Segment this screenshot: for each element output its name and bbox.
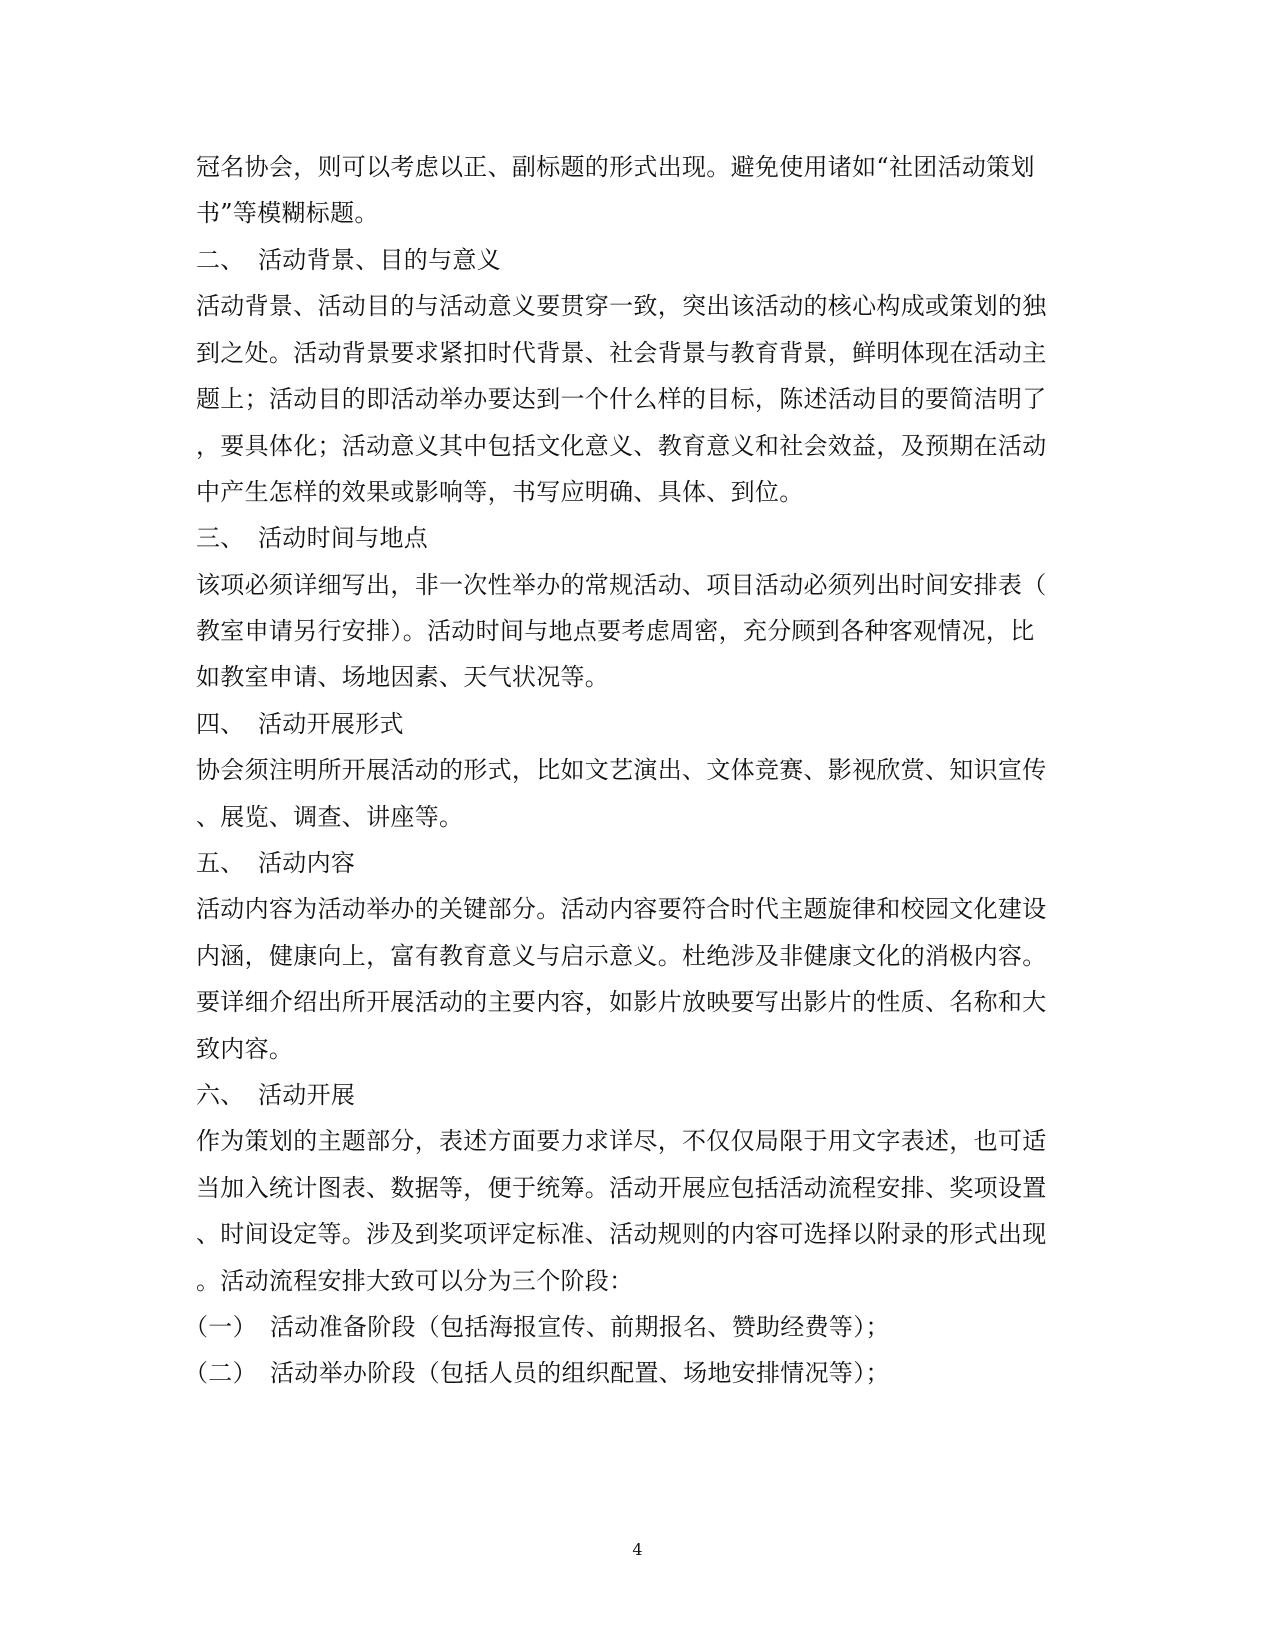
body-text-line: 到之处。活动背景要求紧扣时代背景、社会背景与教育背景，鲜明体现在活动主 <box>196 339 1047 367</box>
section-title: 活动内容 <box>258 849 356 877</box>
body-text-line: 致内容。 <box>196 1035 294 1063</box>
section-number: 二、 <box>196 246 245 274</box>
body-text-line: 如教室申请、场地因素、天气状况等。 <box>196 663 610 691</box>
section-title: 活动开展 <box>258 1081 356 1109</box>
body-text-line: 当加入统计图表、数据等，便于统筹。活动开展应包括活动流程安排、奖项设置 <box>196 1174 1047 1202</box>
body-text-line: 、展览、调查、讲座等。 <box>196 803 464 831</box>
body-text-line: 题上；活动目的即活动举办要达到一个什么样的目标，陈述活动目的要简洁明了 <box>196 385 1047 413</box>
section-title: 活动开展形式 <box>258 710 404 738</box>
section-title: 活动时间与地点 <box>258 524 429 552</box>
body-text-line: 。活动流程安排大致可以分为三个阶段： <box>196 1267 634 1295</box>
section-heading-6 <box>196 1079 1076 1111</box>
body-text-line: 活动背景、活动目的与活动意义要贯穿一致，突出该活动的核心构成或策划的独 <box>196 292 1047 320</box>
section-title: 活动背景、目的与意义 <box>258 246 501 274</box>
stage-number: （二） <box>184 1359 257 1387</box>
body-text-line: 中产生怎样的效果或影响等，书写应明确、具体、到位。 <box>196 478 804 506</box>
stage-item-2 <box>184 1357 1064 1389</box>
stage-number: （一） <box>184 1313 257 1341</box>
section-number: 三、 <box>196 524 245 552</box>
body-text-line: 冠名协会，则可以考虑以正、副标题的形式出现。避免使用诸如“社团活动策划 <box>196 153 1035 181</box>
body-text-line: 该项必须详细写出，非一次性举办的常规活动、项目活动必须列出时间安排表（ <box>196 571 1047 599</box>
stage-text: 活动准备阶段（包括海报宣传、前期报名、赞助经费等）； <box>270 1313 890 1341</box>
section-heading-3 <box>196 522 1076 554</box>
section-heading-5 <box>196 847 1076 879</box>
section-heading-4 <box>196 708 1076 740</box>
body-text-line: 协会须注明所开展活动的形式，比如文艺演出、文体竞赛、影视欣赏、知识宣传 <box>196 756 1047 784</box>
body-text-line: 活动内容为活动举办的关键部分。活动内容要符合时代主题旋律和校园文化建设 <box>196 895 1047 923</box>
body-text-line: 、时间设定等。涉及到奖项评定标准、活动规则的内容可选择以附录的形式出现 <box>196 1220 1047 1248</box>
stage-item-1 <box>184 1311 1064 1343</box>
body-text-line: ，要具体化；活动意义其中包括文化意义、教育意义和社会效益，及预期在活动 <box>196 432 1047 460</box>
section-number: 五、 <box>196 849 245 877</box>
body-text-line: 内涵，健康向上，富有教育意义与启示意义。杜绝涉及非健康文化的消极内容。 <box>196 942 1047 970</box>
section-number: 四、 <box>196 710 245 738</box>
stage-text: 活动举办阶段（包括人员的组织配置、场地安排情况等）； <box>270 1359 890 1387</box>
body-text-line: 书”等模糊标题。 <box>196 199 379 227</box>
page-number: 4 <box>632 1540 643 1559</box>
body-text-line: 作为策划的主题部分，表述方面要力求详尽，不仅仅局限于用文字表述，也可适 <box>196 1127 1047 1155</box>
section-number: 六、 <box>196 1081 245 1109</box>
body-text-line: 教室申请另行安排）。活动时间与地点要考虑周密，充分顾到各种客观情况，比 <box>196 617 1035 645</box>
section-heading-2 <box>196 244 1076 276</box>
body-text-line: 要详细介绍出所开展活动的主要内容，如影片放映要写出影片的性质、名称和大 <box>196 988 1047 1016</box>
